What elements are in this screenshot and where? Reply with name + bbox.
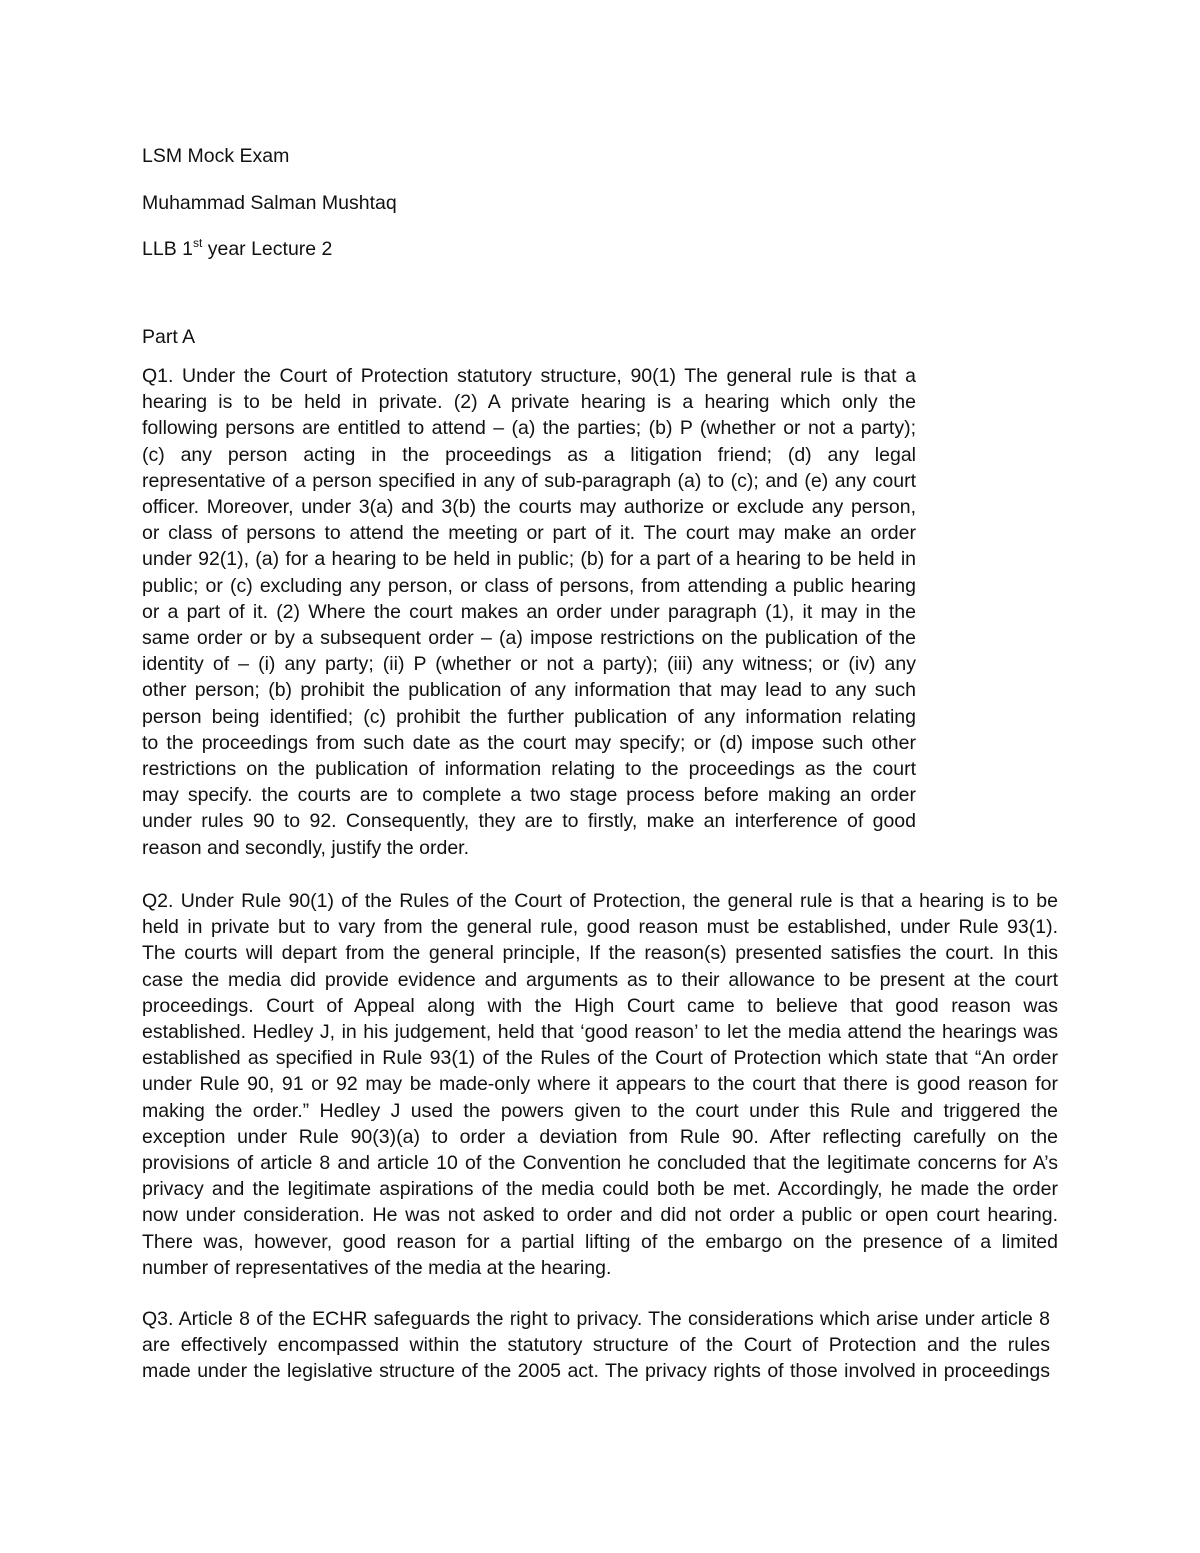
paragraph-line: or a part of it. (2) Where the court makes an order under paragraph (1), it may in the xyxy=(142,600,916,623)
paragraph-line: person being identified; (c) prohibit the further publication of any information relating xyxy=(142,705,916,728)
paragraph-line: under rules 90 to 92. Consequently, they are to firstly, make an interference of good xyxy=(142,810,916,833)
paragraph-line: officer. Moreover, under 3(a) and 3(b) the courts may authorize or exclude any person, xyxy=(142,496,916,519)
course-ordinal: st xyxy=(192,235,203,250)
document-title: LSM Mock Exam xyxy=(142,145,290,167)
author-name: Muhammad Salman Mushtaq xyxy=(142,192,397,214)
course-line xyxy=(142,236,332,262)
paragraph-line: exception under Rule 90(3)(a) to order a deviation from Rule 90. After reflecting carefully on the xyxy=(142,1125,1058,1148)
paragraph-line: or class of persons to attend the meeting or part of it. The court may make an order xyxy=(142,522,916,545)
paragraph-line: hearing is to be held in private. (2) A private hearing is a hearing which only the xyxy=(142,391,916,414)
answer-q2-paragraph xyxy=(142,888,1058,1281)
paragraph-line: Q1. Under the Court of Protection statutory structure, 90(1) The general rule is that a xyxy=(142,365,916,387)
answer-q1-paragraph xyxy=(142,363,916,861)
paragraph-line: to the proceedings from such date as the court may specify; or (d) impose such other xyxy=(142,731,916,754)
paragraph-line: made under the legislative structure of the 2005 act. The privacy rights of those involved in proceedings xyxy=(142,1360,1050,1383)
course-prefix: LLB 1 xyxy=(142,238,193,260)
paragraph-line: now under consideration. He was not asked to order and did not order a public or open court hearing. xyxy=(142,1204,1058,1227)
paragraph-line: public; or (c) excluding any person, or class of persons, from attending a public hearing xyxy=(142,574,916,597)
paragraph-line: number of representatives of the media at the hearing. xyxy=(142,1256,612,1279)
course-suffix: year Lecture 2 xyxy=(202,238,333,260)
paragraph-line: restrictions on the publication of information relating to the proceedings as the court xyxy=(142,758,916,781)
paragraph-line: privacy and the legitimate aspirations of the media could both be met. Accordingly, he made the order xyxy=(142,1178,1058,1201)
paragraph-line: held in private but to vary from the general rule, good reason must be established, under Rule 93(1). xyxy=(142,916,1058,939)
paragraph-line: (c) any person acting in the proceedings as a litigation friend; (d) any legal xyxy=(142,443,916,466)
paragraph-line: other person; (b) prohibit the publication of any information that may lead to any such xyxy=(142,679,916,702)
paragraph-line: may specify. the courts are to complete a two stage process before making an order xyxy=(142,784,916,807)
paragraph-line: are effectively encompassed within the statutory structure of the Court of Protection and the rules xyxy=(142,1334,1050,1357)
part-heading: Part A xyxy=(142,326,196,348)
paragraph-line: same order or by a subsequent order – (a) impose restrictions on the publication of the xyxy=(142,627,916,650)
paragraph-line: provisions of article 8 and article 10 of the Convention he concluded that the legitimate concerns for A’s xyxy=(142,1152,1058,1175)
paragraph-line: proceedings. Court of Appeal along with the High Court came to believe that good reason was xyxy=(142,994,1058,1017)
paragraph-line: under 92(1), (a) for a hearing to be held in public; (b) for a part of a hearing to be held in xyxy=(142,548,916,571)
paragraph-line: established. Hedley J, in his judgement, held that ‘good reason’ to let the media attend the hearings was xyxy=(142,1021,1058,1044)
paragraph-line: identity of – (i) any party; (ii) P (whether or not a party); (iii) any witness; or (iv) any xyxy=(142,653,916,676)
paragraph-line: Q2. Under Rule 90(1) of the Rules of the Court of Protection, the general rule is that a hearing is to be xyxy=(142,890,1058,912)
answer-q3-paragraph xyxy=(142,1306,1050,1385)
paragraph-line: case the media did provide evidence and arguments as to their allowance to be present at the court xyxy=(142,968,1058,991)
paragraph-line: making the order.” Hedley J used the powers given to the court under this Rule and triggered the xyxy=(142,1099,1058,1122)
paragraph-line: established as specified in Rule 93(1) of the Rules of the Court of Protection which state that “An order xyxy=(142,1047,1058,1070)
paragraph-line: Q3. Article 8 of the ECHR safeguards the right to privacy. The considerations which arise under article 8 xyxy=(142,1308,1050,1330)
paragraph-line: The courts will depart from the general principle, If the reason(s) presented satisfies the court. In this xyxy=(142,942,1058,965)
paragraph-line: reason and secondly, justify the order. xyxy=(142,836,469,859)
paragraph-line: under Rule 90, 91 or 92 may be made-only where it appears to the court that there is good reason for xyxy=(142,1073,1058,1096)
paragraph-line: representative of a person specified in any of sub-paragraph (a) to (c); and (e) any court xyxy=(142,469,916,492)
paragraph-line: There was, however, good reason for a partial lifting of the embargo on the presence of a limited xyxy=(142,1230,1058,1253)
paragraph-line: following persons are entitled to attend – (a) the parties; (b) P (whether or not a party); xyxy=(142,417,916,440)
